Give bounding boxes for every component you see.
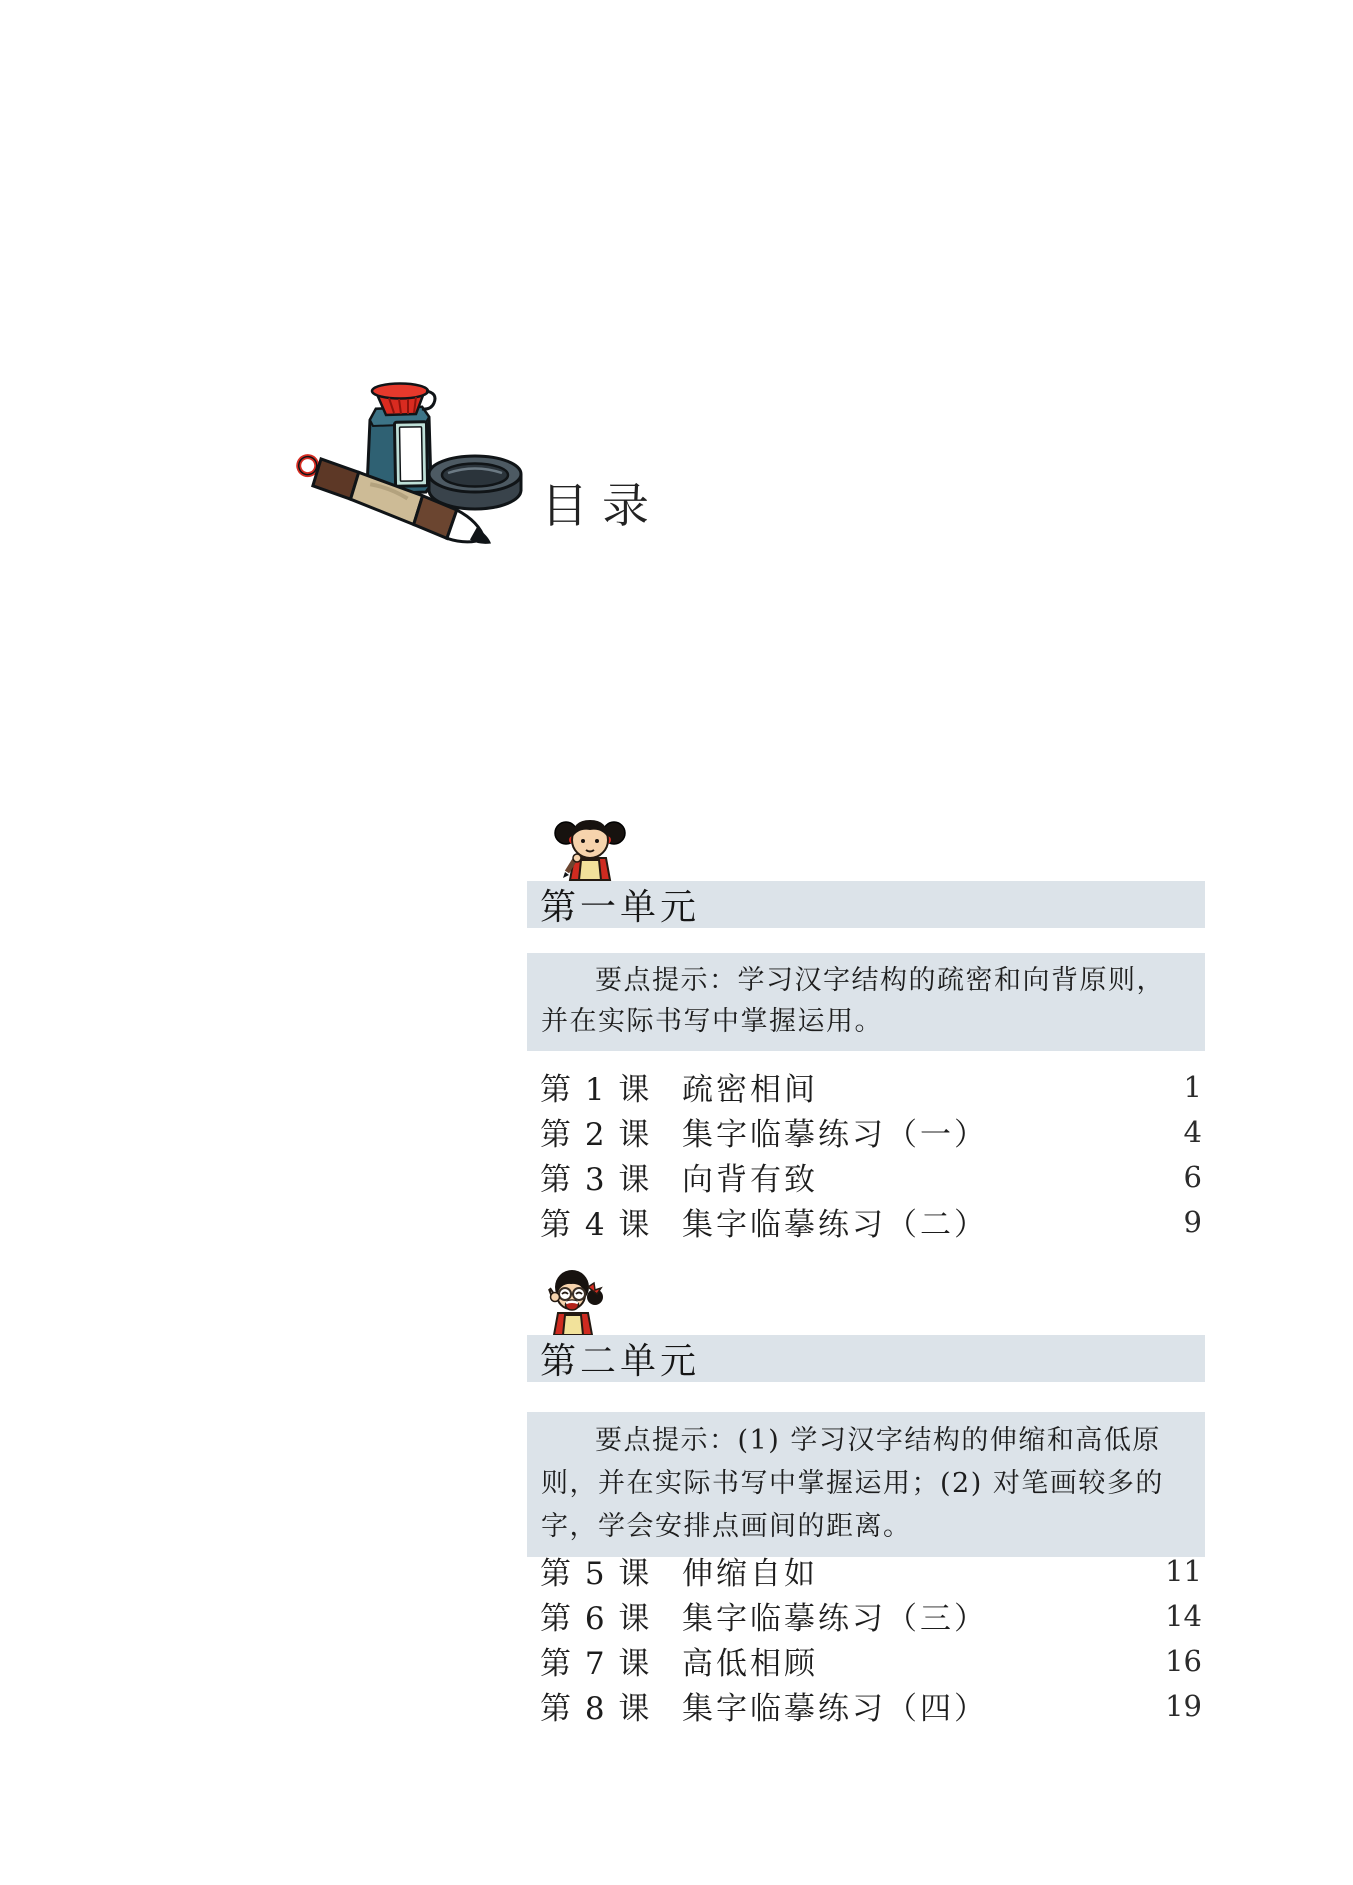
lesson-page-number: 4 [1183, 1114, 1202, 1149]
lesson-number: 第 7 课 [540, 1646, 652, 1682]
lesson-title: 集字临摹练习（四） [682, 1691, 988, 1727]
lesson-number: 第 3 课 [540, 1162, 652, 1198]
lesson-title: 伸缩自如 [682, 1556, 818, 1592]
unit-1-note-box [527, 953, 1205, 1051]
lesson-title: 集字临摹练习（三） [682, 1601, 988, 1637]
girl-glasses-icon [540, 1267, 608, 1336]
page-title: 目录 [541, 479, 663, 534]
toc-entry-lesson-2 [527, 1109, 1205, 1154]
toc-entry-lesson-5 [527, 1548, 1205, 1593]
unit-1-lesson-list [527, 1064, 1205, 1244]
lesson-page-number: 14 [1165, 1598, 1202, 1633]
toc-entry-lesson-6 [527, 1593, 1205, 1638]
toc-entry-lesson-8 [527, 1683, 1205, 1728]
lesson-title: 疏密相间 [682, 1072, 818, 1108]
lesson-page-number: 16 [1165, 1643, 1202, 1678]
unit-1-header [527, 881, 1205, 928]
lesson-title: 向背有致 [682, 1162, 818, 1198]
lesson-title: 集字临摹练习（二） [682, 1207, 988, 1243]
lesson-page-number: 19 [1165, 1688, 1202, 1723]
lesson-page-number: 1 [1183, 1069, 1202, 1104]
ink-set-illustration [288, 378, 536, 556]
toc-entry-lesson-3 [527, 1154, 1205, 1199]
toc-entry-lesson-4 [527, 1199, 1205, 1244]
lesson-title: 集字临摹练习（一） [682, 1117, 988, 1153]
lesson-number: 第 1 课 [540, 1072, 652, 1108]
lesson-number: 第 2 课 [540, 1117, 652, 1153]
unit-2-note-box [527, 1412, 1205, 1557]
toc-entry-lesson-1 [527, 1064, 1205, 1109]
unit-2-note-text: 要点提示：(1) 学习汉字结构的伸缩和高低原则，并在实际书写中掌握运用；(2) 对笔画较多的字，学会安排点画间的距离。 [541, 1425, 1164, 1542]
lesson-page-number: 11 [1165, 1553, 1202, 1588]
lesson-number: 第 6 课 [540, 1601, 652, 1637]
unit-2-header [527, 1335, 1205, 1382]
unit-1-note-text: 要点提示：学习汉字结构的疏密和向背原则，并在实际书写中掌握运用。 [541, 965, 1165, 1037]
lesson-number: 第 8 课 [540, 1691, 652, 1727]
lesson-number: 第 5 课 [540, 1556, 652, 1592]
girl-writing-icon [552, 810, 628, 882]
lesson-number: 第 4 课 [540, 1207, 652, 1243]
lesson-page-number: 6 [1183, 1159, 1202, 1194]
unit-2-lesson-list [527, 1548, 1205, 1728]
unit-2-header-label: 第二单元 [540, 1341, 701, 1382]
lesson-title: 高低相顾 [682, 1646, 818, 1682]
lesson-page-number: 9 [1183, 1204, 1202, 1239]
toc-entry-lesson-7 [527, 1638, 1205, 1683]
unit-1-header-label: 第一单元 [540, 887, 701, 928]
